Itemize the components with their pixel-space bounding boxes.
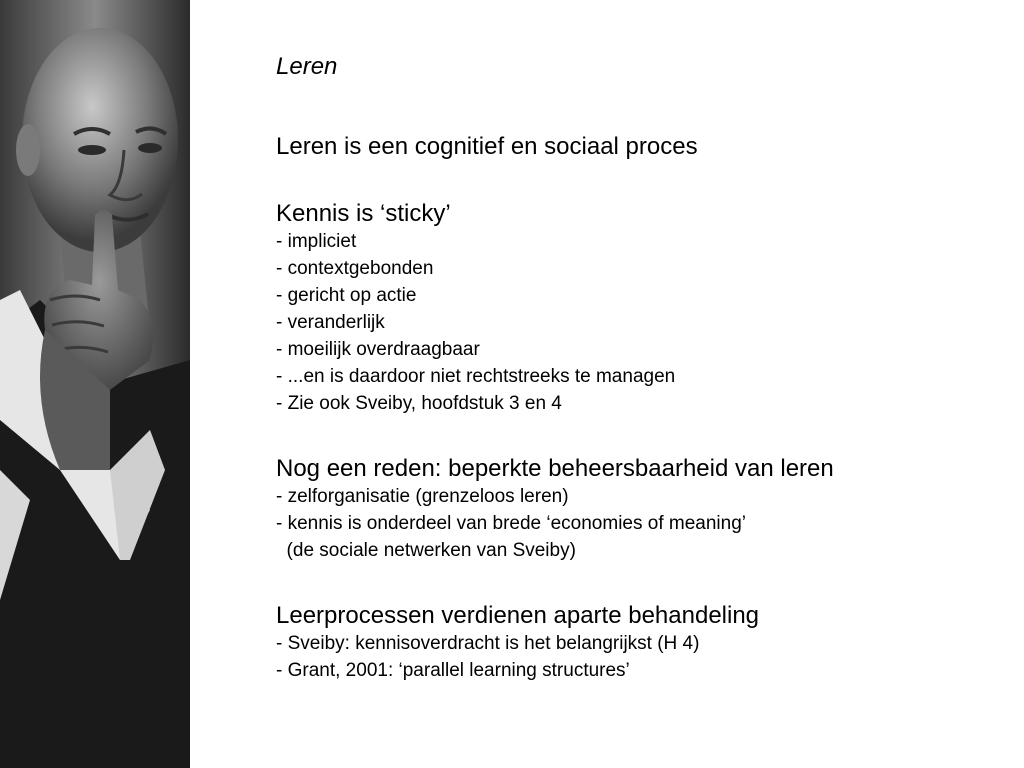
- list-item: - gericht op actie: [276, 285, 417, 306]
- slide-title: Leren: [276, 53, 338, 80]
- list-item: - moeilijk overdraagbaar: [276, 339, 480, 360]
- section-heading: Nog een reden: beperkte beheersbaarheid van leren: [276, 455, 834, 482]
- section-heading: Kennis is ‘sticky’: [276, 200, 451, 227]
- section-heading: Leerprocessen verdienen aparte behandeling: [276, 602, 760, 629]
- list-item: - Zie ook Sveiby, hoofdstuk 3 en 4: [276, 393, 562, 414]
- speaker-photo: [0, 0, 190, 768]
- section-learning-processes: [276, 601, 996, 684]
- list-item: - ...en is daardoor niet rechtstreeks te managen: [276, 366, 676, 387]
- list-item: - veranderlijk: [276, 312, 385, 333]
- section-sticky-knowledge: [276, 199, 996, 417]
- intro-block: [276, 132, 996, 161]
- slide-content: [276, 52, 996, 721]
- list-item: (de sociale netwerken van Sveiby): [276, 540, 576, 561]
- section-limited-control: [276, 454, 996, 564]
- list-item: - kennis is onderdeel van brede ‘economies of meaning’: [276, 513, 746, 534]
- list-item: - zelforganisatie (grenzeloos leren): [276, 486, 569, 507]
- list-item: - impliciet: [276, 231, 357, 252]
- speaker-photo-illustration: [0, 0, 190, 768]
- list-item: - contextgebonden: [276, 258, 434, 279]
- list-item: - Sveiby: kennisoverdracht is het belangrijkst (H 4): [276, 633, 700, 654]
- list-item: - Grant, 2001: ‘parallel learning structures’: [276, 660, 630, 681]
- intro-heading: Leren is een cognitief en sociaal proces: [276, 133, 698, 160]
